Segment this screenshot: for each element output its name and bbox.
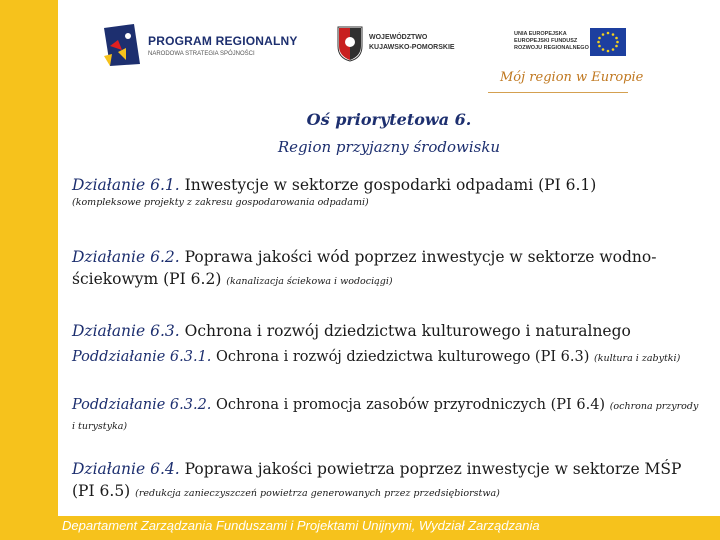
eu-flag-icon xyxy=(590,28,626,56)
program-regionalny-emblem-icon xyxy=(100,20,144,70)
slogan-underline xyxy=(488,92,628,93)
item-label: Poddziałanie 6.3.2. xyxy=(72,397,212,413)
wojewodztwo-logo xyxy=(335,24,485,64)
list-item xyxy=(72,174,702,210)
footer-text: Departament Zarządzania Funduszami i Projektami Unijnymi, Wydział Zarządzania xyxy=(62,518,540,533)
item-text: Ochrona i rozwój dziedzictwa kulturowego i naturalnego xyxy=(179,322,631,340)
item-text: Ochrona i promocja zasobów przyrodniczych (PI 6.4) xyxy=(211,397,610,413)
item-text: Poprawa jakości wód poprzez inwestycje w sektorze wodno-ściekowym (PI 6.2) xyxy=(72,248,657,288)
page-title: Oś priorytetowa 6. xyxy=(306,110,472,129)
ue-line1: UNIA EUROPEJSKA xyxy=(514,31,567,37)
item-note: (redukcja zanieczyszczeń powietrza generowanych przez przedsiębiorstwa) xyxy=(135,488,500,499)
item-label: Działanie 6.2. xyxy=(72,248,180,266)
ue-line3: ROZWOJU REGIONALNEGO xyxy=(514,45,589,51)
list-item xyxy=(72,246,702,293)
ue-text xyxy=(514,31,589,52)
wojewodztwo-line2: KUJAWSKO-POMORSKIE xyxy=(369,44,455,51)
item-text: Ochrona i rozwój dziedzictwa kulturowego (PI 6.3) xyxy=(211,349,594,365)
item-note: (kanalizacja ściekowa i wodociągi) xyxy=(226,276,393,287)
slogan-text: Mój region w Europie xyxy=(500,70,644,85)
list-item xyxy=(72,320,702,342)
ue-line2: EUROPEJSKI FUNDUSZ xyxy=(514,38,578,44)
wojewodztwo-line1: WOJEWÓDZTWO xyxy=(369,34,428,41)
item-text: Inwestycje w sektorze gospodarki odpadami (PI 6.1) xyxy=(179,176,597,194)
item-note: (kompleksowe projekty z zakresu gospodarowania odpadami) xyxy=(72,197,369,208)
item-label: Działanie 6.1. xyxy=(72,176,180,194)
program-regionalny-logo xyxy=(100,20,300,70)
item-label: Poddziałanie 6.3.1. xyxy=(72,349,212,365)
item-label: Działanie 6.4. xyxy=(72,460,180,478)
item-label: Działanie 6.3. xyxy=(72,322,180,340)
list-item xyxy=(72,348,702,368)
wojewodztwo-text xyxy=(369,33,455,53)
unia-europejska-logo xyxy=(510,26,630,62)
item-note: (ochrona przyrody i turystyka) xyxy=(72,401,699,432)
left-accent-bar xyxy=(0,0,58,540)
program-regionalny-title: PROGRAM REGIONALNY xyxy=(148,34,298,48)
page-subtitle: Region przyjazny środowisku xyxy=(277,138,501,156)
item-text: Poprawa jakości powietrza poprzez inwestycje w sektorze MŚP (PI 6.5) xyxy=(72,460,682,500)
list-item xyxy=(72,458,702,505)
item-note: (kultura i zabytki) xyxy=(594,353,681,364)
coat-of-arms-icon xyxy=(335,24,365,62)
program-regionalny-subtitle: NARODOWA STRATEGIA SPÓJNOŚCI xyxy=(148,51,255,57)
list-item xyxy=(72,396,702,436)
